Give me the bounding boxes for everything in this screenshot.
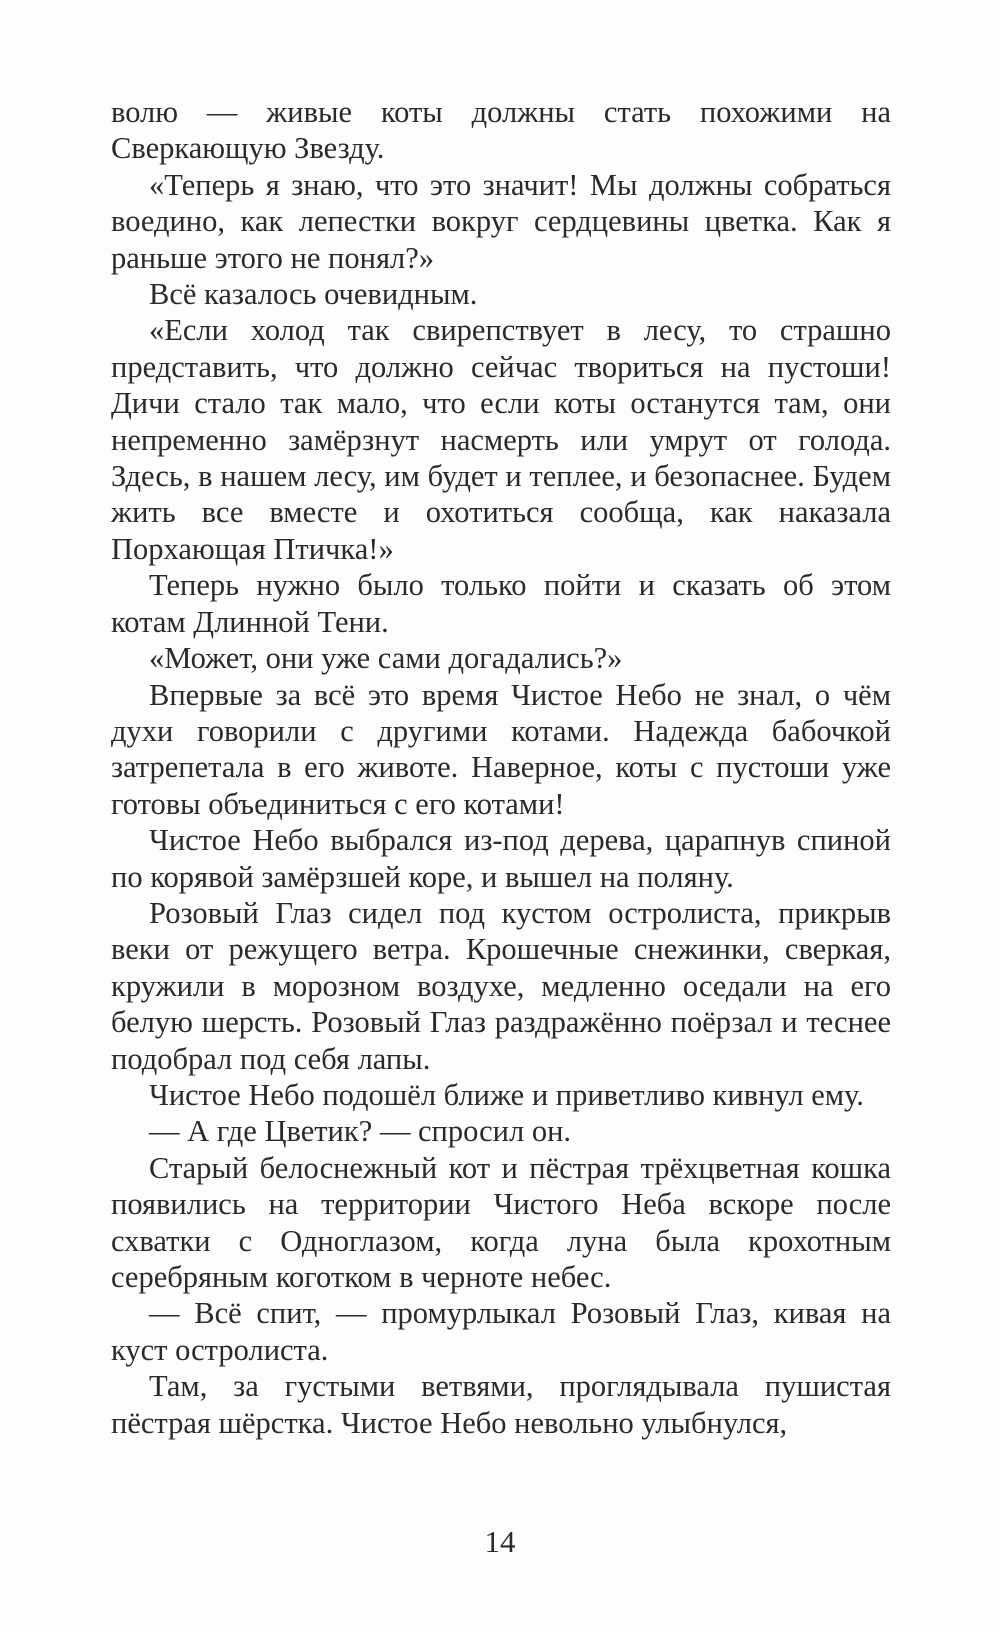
paragraph: «Теперь я знаю, что это значит! Мы должны собраться воедино, как лепестки вокруг сердцевины цветка. Как я раньше этого не понял?»: [111, 167, 891, 275]
paragraph: Чистое Небо выбрался из-под дерева, царапнув спиной по корявой замёрзшей коре, и вышел на поляну.: [111, 823, 891, 894]
paragraph: «Может, они уже сами догадались?»: [149, 641, 623, 676]
paragraph: Впервые за всё это время Чистое Небо не знал, о чём духи говорили с другими котами. Надежда бабочкой затрепетала в его животе. Наверное, коты с пустоши уже готовы объединиться с его котами!: [111, 677, 891, 821]
page-number: 14: [484, 1524, 516, 1559]
paragraph: — Всё спит, — промурлыкал Розовый Глаз, кивая на куст остролиста.: [111, 1296, 891, 1367]
paragraph: Всё казалось очевидным.: [149, 277, 478, 312]
paragraph: — А где Цветик? — спросил он.: [149, 1114, 572, 1149]
paragraph: волю — живые коты должны стать похожими на Сверкающую Звезду.: [111, 95, 891, 166]
paragraph: Чистое Небо подошёл ближе и приветливо кивнул ему.: [149, 1077, 864, 1112]
page-text: [111, 94, 891, 1441]
paragraph: «Если холод так свирепствует в лесу, то страшно представить, что должно сейчас твориться на пустоши! Дичи стало так мало, что если коты останутся там, они непременно замёрзнут насмерть или умрут от голода. Здесь, в нашем лесу, им будет и теплее, и безопаснее. Будем жить все вместе и охотиться сообща, как наказала Порхающая Птичка!»: [111, 313, 891, 566]
paragraph: Старый белоснежный кот и пёстрая трёхцветная кошка появились на территории Чистого Неба вскоре после схватки с Одноглазом, когда луна была крохотным серебряным коготком в черноте небес.: [111, 1150, 891, 1294]
paragraph: Теперь нужно было только пойти и сказать об этом котам Длинной Тени.: [111, 568, 891, 639]
paragraph: Там, за густыми ветвями, проглядывала пушистая пёстрая шёрстка. Чистое Небо невольно улыбнулся,: [111, 1369, 891, 1440]
paragraph: Розовый Глаз сидел под кустом остролиста, прикрыв веки от режущего ветра. Крошечные снежинки, сверкая, кружили в морозном воздухе, медленно оседали на его белую шерсть. Розовый Глаз раздражённо поёрзал и теснее подобрал под себя лапы.: [111, 895, 891, 1076]
